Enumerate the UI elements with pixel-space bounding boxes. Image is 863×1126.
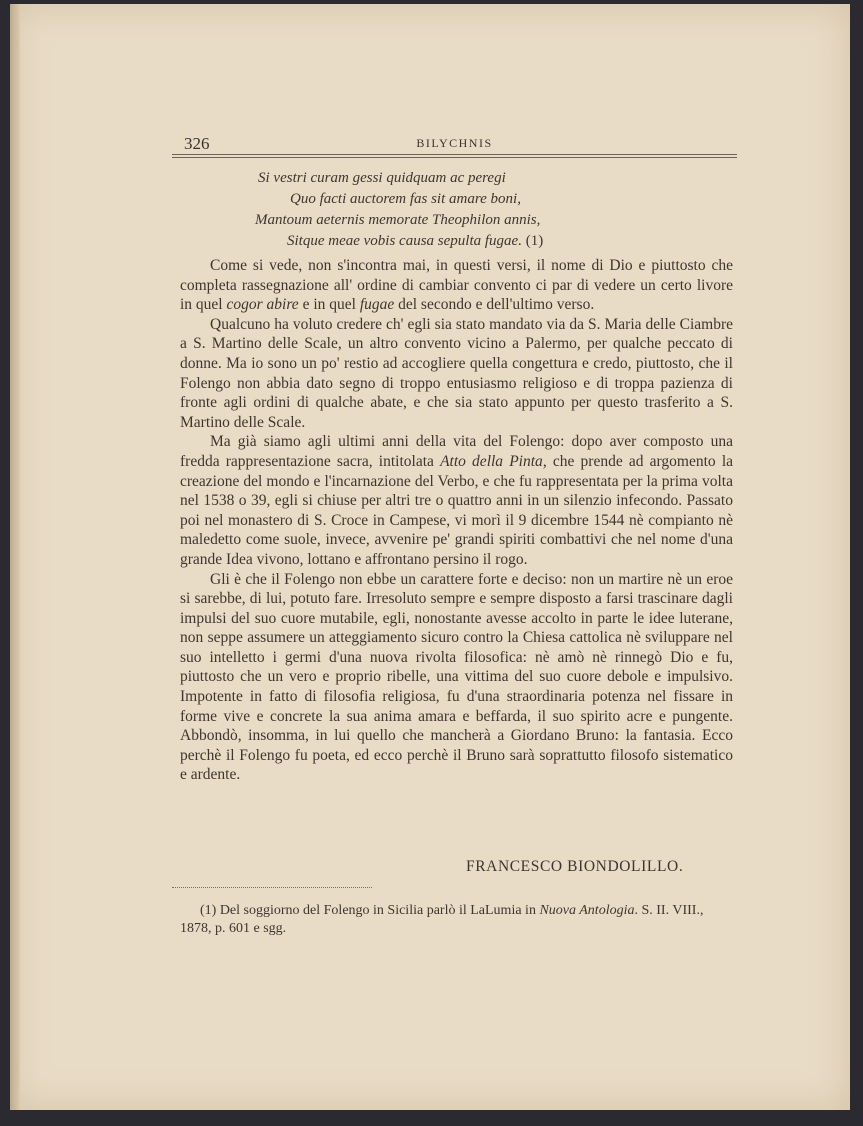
paragraph [180, 256, 733, 315]
page-number: 326 [184, 134, 210, 153]
footnote-rule [172, 887, 372, 888]
italic-span: cogor abire [226, 296, 299, 314]
footnote-ref: (1) [525, 233, 544, 249]
author-signature: FRANCESCO BIONDOLILLO. [466, 858, 684, 875]
verse-line-text: Sitque meae vobis causa sepulta fugae. [287, 233, 522, 249]
header-rule [172, 157, 737, 158]
running-head: BILYCHNIS [416, 136, 493, 150]
paragraph: Gli è che il Folengo non ebbe un carattere forte e deciso: non un martire nè un eroe si sarebbe, di lui, potuto fare. Irresoluto sempre e sempre disposto a farsi trascinare dagli impulsi del suo cuore mutabile, egli, nonostante avesse accolto in parte le idee luterane, non seppe assumere un atteggiamento sicuro contro la Chiesa cattolica nè sviluppare nel suo intelletto i germi d'una nuova rivolta filosofica: nè amò nè rinnegò Dio e fu, piuttosto che un vero e proprio ribelle, una vittima del suo cuore debole e impulsivo. Impotente in fatto di filosofia religiosa, fu d'una straordinaria potenza nel fissare in forme vive e concrete la sua anima amara e beffarda, il suo spirito acre e pungente. Abbondò, insomma, in lui quello che mancherà a Giordano Bruno: la fantasia. Ecco perchè il Folengo fu poeta, ed ecco perchè il Bruno sarà soprattutto filosofo sistematico e ardente. [180, 570, 733, 784]
italic-span: Atto della Pinta [440, 452, 543, 470]
verse-line: Si vestri curam gessi quidquam ac peregi [258, 170, 506, 186]
verse-line: Mantoum aeternis memorate Theophilon annis, [255, 212, 541, 228]
paragraph [180, 432, 733, 569]
text-span: del secondo e dell'ultimo verso. [394, 296, 595, 314]
italic-span: fugae [359, 296, 395, 314]
page-header [172, 130, 737, 156]
verse-line: Quo facti auctorem fas sit amare boni, [290, 191, 521, 207]
verse-line [250, 231, 630, 252]
text-span: Come si vede, non s'incontra mai, in questi versi, il nome di Dio e piuttosto che completa rassegnazione all' ordine di cambiar convento ci par di vedere un certo livore in quel [180, 257, 733, 314]
footnote [180, 902, 733, 938]
text-span: . S. II. VIII., 1878, p. 601 e sgg. [180, 903, 704, 936]
text-span: (1) Del soggiorno del Folengo in Sicilia parlò il LaLumia in [200, 903, 540, 918]
text-span: , che prende ad argomento la creazione del mondo e l'incarnazione del Verbo, e che fu rappresentata per la prima volta nel 1538 o 39, egli si chiuse per altri tre o quattro anni in un silenzio infecondo. Passato poi nel monastero di S. Croce in Campese, vi morì il 9 dicembre 1544 nè compianto nè maledetto come suole, invece, avvenire pe' grandi spiriti combattivi che nel nome d'una grande Idea vivono, lottano e affrontano persino il rogo. [180, 452, 734, 568]
italic-span: Nuova Antologia [539, 903, 635, 918]
text-span: e in quel [298, 296, 360, 314]
paragraph: Qualcuno ha voluto credere ch' egli sia stato mandato via da S. Maria delle Ciambre a S. Martino delle Scale, un altro convento vicino a Palermo, per qualche peccato di donne. Ma io sono un po' restio ad accogliere quella congettura e credo, piuttosto, che il Folengo non abbia dato segno di troppo entusiasmo religioso e di troppa pazienza di fronte agli ordini di qualche abate, e che sia stato appunto per questo trasferito a S. Martino delle Scale. [180, 315, 733, 431]
body-text [180, 256, 733, 785]
text-span: Ma già siamo agli ultimi anni della vita del Folengo: dopo aver composto una fredda rappresentazione sacra, intitolata [180, 433, 733, 470]
page-edge [10, 4, 20, 1110]
latin-verse [250, 168, 630, 252]
header-rule [172, 154, 737, 155]
